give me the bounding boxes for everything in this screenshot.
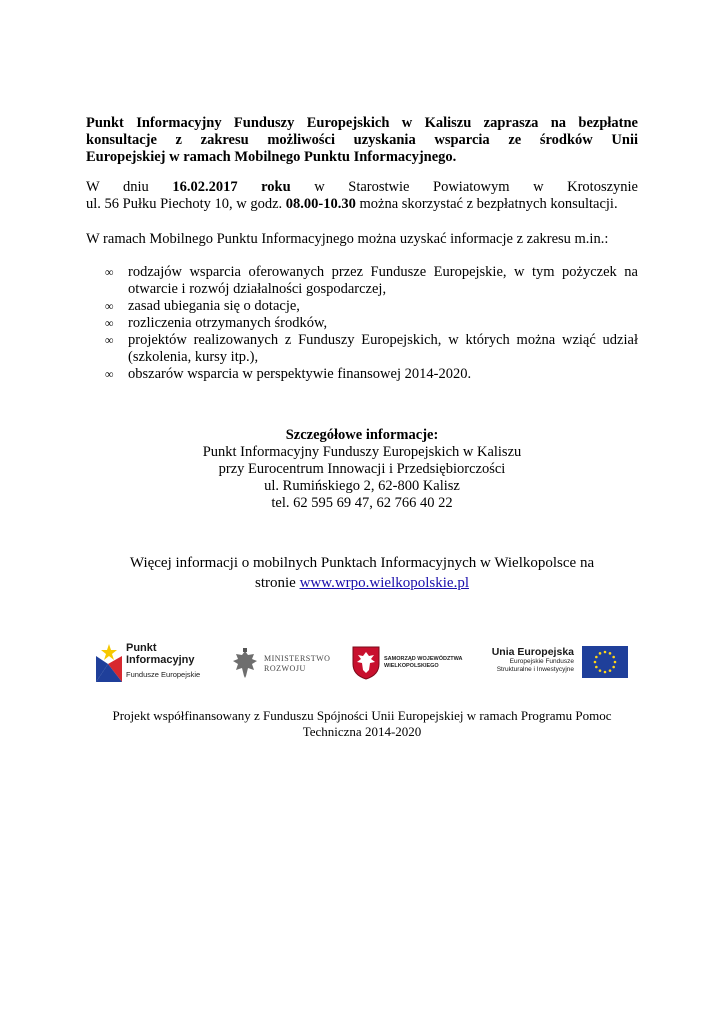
pife-subtitle: Fundusze Europejskie — [126, 670, 201, 679]
details-org: Punkt Informacyjny Funduszy Europejskich w Kaliszu — [202, 444, 522, 460]
topics-list — [105, 264, 638, 383]
eu-flag-icon — [582, 646, 628, 678]
list-item: ∞ rodzajów wsparcia oferowanych przez Fundusze Europejskie, w tym pożyczek na otwarcie i rozwój działalności gospodarczej, — [105, 264, 638, 297]
eu-star-icon — [612, 666, 615, 669]
region-name: SAMORZĄD WOJEWÓDZTWA WIELKOPOLSKIEGO — [384, 656, 463, 669]
details-host: przy Eurocentrum Innowacji i Przedsiębiorczości — [218, 461, 506, 477]
eu-text: Unia Europejska Europejskie Fundusze Strukturalne i Inwestycyjne — [491, 646, 574, 673]
lead-paragraph: W ramach Mobilnego Punktu Informacyjnego można uzyskać informacje z zakresu m.in.: — [86, 231, 609, 247]
pife-logo — [96, 640, 221, 688]
event-location: w Starostwie Powiatowym w Krotoszynie — [290, 179, 638, 195]
ministry-logo — [232, 640, 332, 688]
more-info-line: Więcej informacji o mobilnych Punktach Informacyjnych w Wielkopolsce na — [129, 555, 595, 571]
bullet-icon: ∞ — [105, 367, 114, 381]
date-prefix: W dniu — [86, 179, 173, 195]
eu-star-icon — [599, 669, 602, 672]
eu-star-icon — [614, 661, 617, 664]
region-shield-icon — [352, 646, 380, 680]
date-line — [86, 179, 638, 196]
date-paragraph — [86, 179, 638, 213]
eu-star-icon — [599, 652, 602, 655]
bullet-icon: ∞ — [105, 333, 114, 347]
list-item: ∞ rozliczenia otrzymanych środków, — [105, 315, 328, 331]
bullet-icon: ∞ — [105, 299, 114, 313]
list-item: ∞ obszarów wsparcia w perspektywie finansowej 2014-2020. — [105, 366, 472, 382]
eu-star-icon — [612, 656, 615, 659]
details-address: ul. Rumińskiego 2, 62-800 Kalisz — [264, 478, 460, 494]
footer-line: Projekt współfinansowany z Funduszu Spójności Unii Europejskiej w ramach Programu Pomoc — [112, 708, 612, 723]
eu-star-icon — [594, 661, 597, 664]
eu-star-icon — [604, 651, 607, 654]
event-date: 16.02.2017 roku — [172, 179, 291, 195]
more-info-link-line — [86, 573, 638, 593]
consultation-text: można skorzystać z bezpłatnych konsultacji. — [355, 196, 618, 212]
intro-line: Europejskiej w ramach Mobilnego Punktu Informacyjnego. — [86, 149, 457, 165]
pife-title: Punkt Informacyjny — [126, 642, 195, 666]
eu-star-icon — [604, 671, 607, 674]
pife-emblem-icon — [96, 642, 122, 682]
intro-line: konsultacje z zakresu możliwości uzyskania wsparcia ze środków Unii — [86, 132, 638, 148]
address-line — [86, 196, 638, 213]
eagle-icon — [232, 648, 258, 680]
list-item: ∞ projektów realizowanych z Funduszy Europejskich, w których można wziąć udział (szkolenia, kursy itp.), — [105, 332, 638, 365]
eu-star-icon — [595, 666, 598, 669]
address-text: ul. 56 Pułku Piechoty 10, w godz. — [86, 196, 286, 212]
eu-star-icon — [609, 652, 612, 655]
region-logo — [352, 640, 472, 688]
bullet-icon: ∞ — [105, 265, 114, 279]
logo-strip — [86, 640, 638, 690]
more-info-prefix: stronie — [254, 575, 300, 591]
details-phone: tel. 62 595 69 47, 62 766 40 22 — [271, 495, 453, 511]
intro-line: Punkt Informacyjny Funduszy Europejskich w Kaliszu zaprasza na bezpłatne — [86, 115, 638, 131]
details-heading: Szczegółowe informacje: — [285, 427, 439, 443]
list-item: ∞ zasad ubiegania się o dotacje, — [105, 298, 300, 314]
contact-details — [86, 427, 638, 512]
footer-note — [86, 708, 638, 740]
eu-logo — [486, 640, 638, 688]
event-hours: 08.00-10.30 — [285, 196, 356, 212]
more-info — [86, 553, 638, 593]
intro-paragraph — [86, 115, 638, 166]
eu-star-icon — [595, 656, 598, 659]
footer-line: Techniczna 2014-2020 — [302, 724, 422, 739]
website-link[interactable]: www.wrpo.wielkopolskie.pl — [299, 575, 469, 591]
ministry-name: MINISTERSTWO ROZWOJU — [264, 654, 331, 673]
bullet-icon: ∞ — [105, 316, 114, 330]
eu-star-icon — [609, 669, 612, 672]
